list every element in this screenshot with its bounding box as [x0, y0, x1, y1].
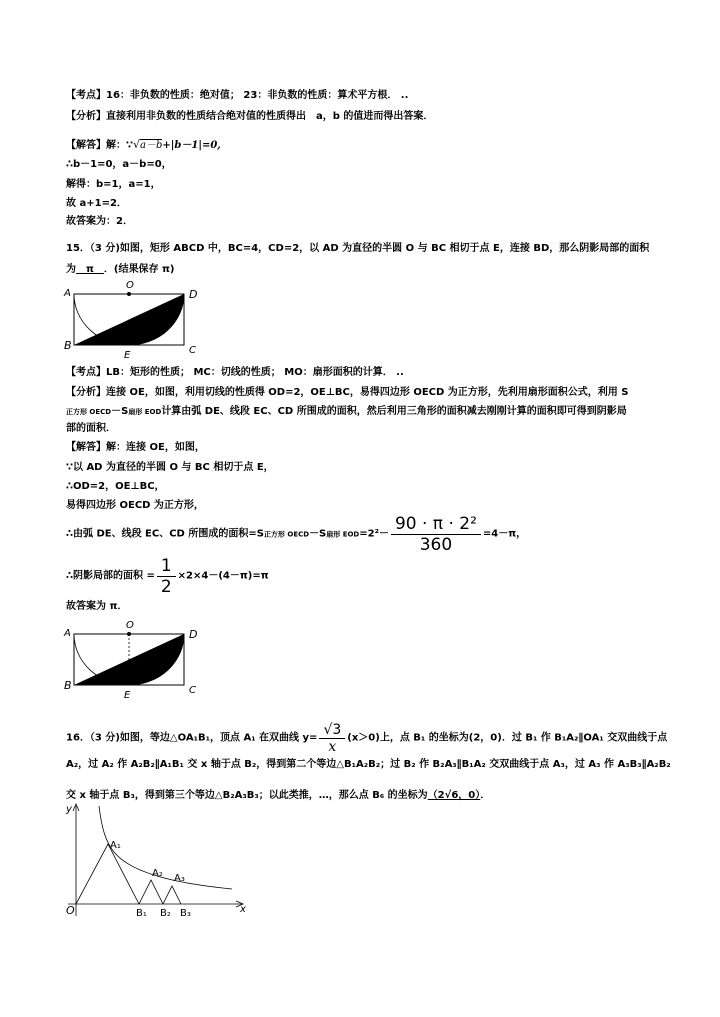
- label-o: O: [126, 280, 134, 291]
- q15-answer: 故答案为 π．: [66, 601, 128, 612]
- q14-step2: 解得：b=1，a=1，: [66, 179, 161, 190]
- q15-fenxi2: [66, 405, 627, 419]
- q14-kaodian: 【考点】16：非负数的性质：绝对值； 23：非负数的性质：算术平方根． ..: [66, 90, 409, 101]
- q16-answer-blank: （2√6，0）: [427, 790, 481, 801]
- label-c: C: [189, 345, 196, 356]
- q14-sqrt: √a－b: [132, 138, 163, 151]
- q15-fenxi2-rest: 计算由弧 DE、线段 EC、CD 所围成的面积，然后利用三角形的面积减去刚刚计算的面积即可得到阴影局: [161, 406, 627, 417]
- triangle-b2a3b3: [163, 886, 181, 904]
- q15-fenxi2-mid: －S: [111, 406, 129, 417]
- label-b1: B₁: [136, 908, 147, 919]
- label-a: A: [64, 288, 71, 299]
- label-y: y: [66, 804, 72, 815]
- q15-area-eq: =2²－: [359, 528, 389, 540]
- label-a3: A₃: [174, 873, 185, 884]
- q15-shade-formula: [66, 556, 269, 597]
- q14-jieda-prefix: 【解答】解：∵: [66, 140, 133, 151]
- triangle-b1a2b2: [139, 880, 163, 904]
- q15-area-sub1: 正方形 OECD: [263, 530, 310, 539]
- label-x: x: [240, 904, 246, 915]
- q15-jieda1: 【解答】解：连接 OE，如图，: [66, 442, 205, 453]
- shaded-region: [74, 294, 184, 345]
- triangle-oa1b1: [76, 844, 139, 904]
- q15-area-prefix: ∴由弧 DE、线段 EC、CD 所围成的面积=S: [66, 528, 264, 540]
- q16-line1: [66, 722, 667, 755]
- q14-jieda-suffix: +|b－1|=0,: [162, 140, 221, 151]
- label-a: A: [64, 628, 71, 639]
- q15-answer-blank: π: [76, 264, 104, 275]
- q15-line2: [66, 263, 174, 277]
- q16-line3-suffix: ．: [480, 790, 491, 801]
- q16-hyperbola-den: x: [328, 739, 337, 755]
- q15-area-mid: －S: [309, 528, 327, 540]
- q15-jieda4: 易得四边形 OECD 为正方形，: [66, 500, 204, 511]
- q15-fenxi3: 部的面积．: [66, 423, 116, 434]
- label-b2: B₂: [160, 908, 171, 919]
- q16-line3-prefix: 交 x 轴于点 B₃，得到第三个等边△B₂A₃B₃；以此类推，…，那么点 B₆ 的坐标为: [66, 790, 428, 801]
- q15-shade-res: ×2×4－(4－π)=π: [177, 570, 269, 582]
- label-b3: B₃: [180, 908, 191, 919]
- label-a2: A₂: [152, 868, 163, 879]
- q16-figure: [62, 800, 262, 924]
- q15-line1: 15．（3 分)如图，矩形 ABCD 中，BC=4，CD=2，以 AD 为直径的半圆 O 与 BC 相切于点 E，连接 BD，那么阴影局部的面积: [66, 243, 650, 254]
- q15-shade-fraction: [157, 556, 176, 597]
- point-o: [127, 292, 131, 296]
- q15-fenxi2-sub2: 扇形 EOD: [128, 408, 162, 416]
- q15-shade-num: 1: [157, 556, 176, 577]
- label-d: D: [189, 628, 198, 641]
- label-d: D: [189, 288, 198, 301]
- q15-jieda3: ∴OD=2，OE⊥BC，: [66, 481, 165, 492]
- label-e: E: [124, 350, 131, 361]
- q15-kaodian: 【考点】LB：矩形的性质； MC：切线的性质； MO：扇形面积的计算． ..: [66, 367, 404, 378]
- q16-hyperbola-num: √3: [319, 722, 345, 739]
- label-o: O: [126, 620, 134, 631]
- q15-figure-2: [62, 616, 212, 701]
- q15-line2-prefix: 为: [66, 264, 76, 275]
- label-c: C: [189, 685, 196, 696]
- q15-area-formula: [66, 514, 526, 555]
- q15-area-fraction: [391, 514, 481, 555]
- q15-fenxi2-sub1: 正方形 OECD: [66, 408, 112, 416]
- q15-area-num: 90 · π · 2²: [391, 514, 481, 535]
- q15-fenxi1: 【分析】连接 OE，如图，利用切线的性质得 OD=2，OE⊥BC，易得四边形 OECD 为正方形，先利用扇形面积公式，利用 S: [66, 387, 629, 398]
- point-o: [127, 632, 131, 636]
- q15-jieda2: ∵以 AD 为直径的半圆 O 与 BC 相切于点 E，: [66, 462, 274, 473]
- q15-area-sub2: 扇形 EOD: [326, 530, 360, 539]
- q14-jieda: [66, 138, 221, 153]
- q15-shade-prefix: ∴阴影局部的面积 =: [66, 570, 155, 582]
- label-o: O: [66, 904, 75, 917]
- label-e: E: [124, 690, 131, 701]
- q16-line2: A₂，过 A₂ 作 A₂B₂∥A₁B₁ 交 x 轴于点 B₂，得到第二个等边△B₁A₂B₂；过 B₂ 作 B₂A₃∥B₁A₂ 交双曲线于点 A₃，过 A₃ 作 A₃B₃∥A₂B₂: [66, 759, 671, 770]
- q15-shade-den: 2: [160, 577, 172, 597]
- label-b: B: [64, 339, 72, 352]
- q14-answer: 故答案为：2．: [66, 216, 133, 227]
- q15-area-den: 360: [419, 535, 453, 555]
- q14-step3: 故 a+1=2．: [66, 198, 127, 209]
- label-a1: A₁: [110, 840, 121, 851]
- q16-line1-a: 16．（3 分)如图，等边△OA₁B₁，顶点 A₁ 在双曲线 y=: [66, 732, 318, 744]
- q15-figure-1: [62, 276, 212, 361]
- q16-hyperbola-fraction: [319, 722, 345, 755]
- q15-area-res: =4－π，: [482, 528, 527, 540]
- q14-fenxi: 【分析】直接利用非负数的性质结合绝对值的性质得出 a，b 的值进而得出答案．: [66, 111, 434, 122]
- q14-step1: ∴b－1=0，a－b=0，: [66, 159, 172, 170]
- q16-line1-b: (x＞0)上，点 B₁ 的坐标为(2，0)．过 B₁ 作 B₁A₂∥OA₁ 交双曲线于点: [347, 732, 668, 744]
- q15-line2-suffix: ．(结果保存 π): [103, 264, 175, 275]
- label-b: B: [64, 679, 72, 692]
